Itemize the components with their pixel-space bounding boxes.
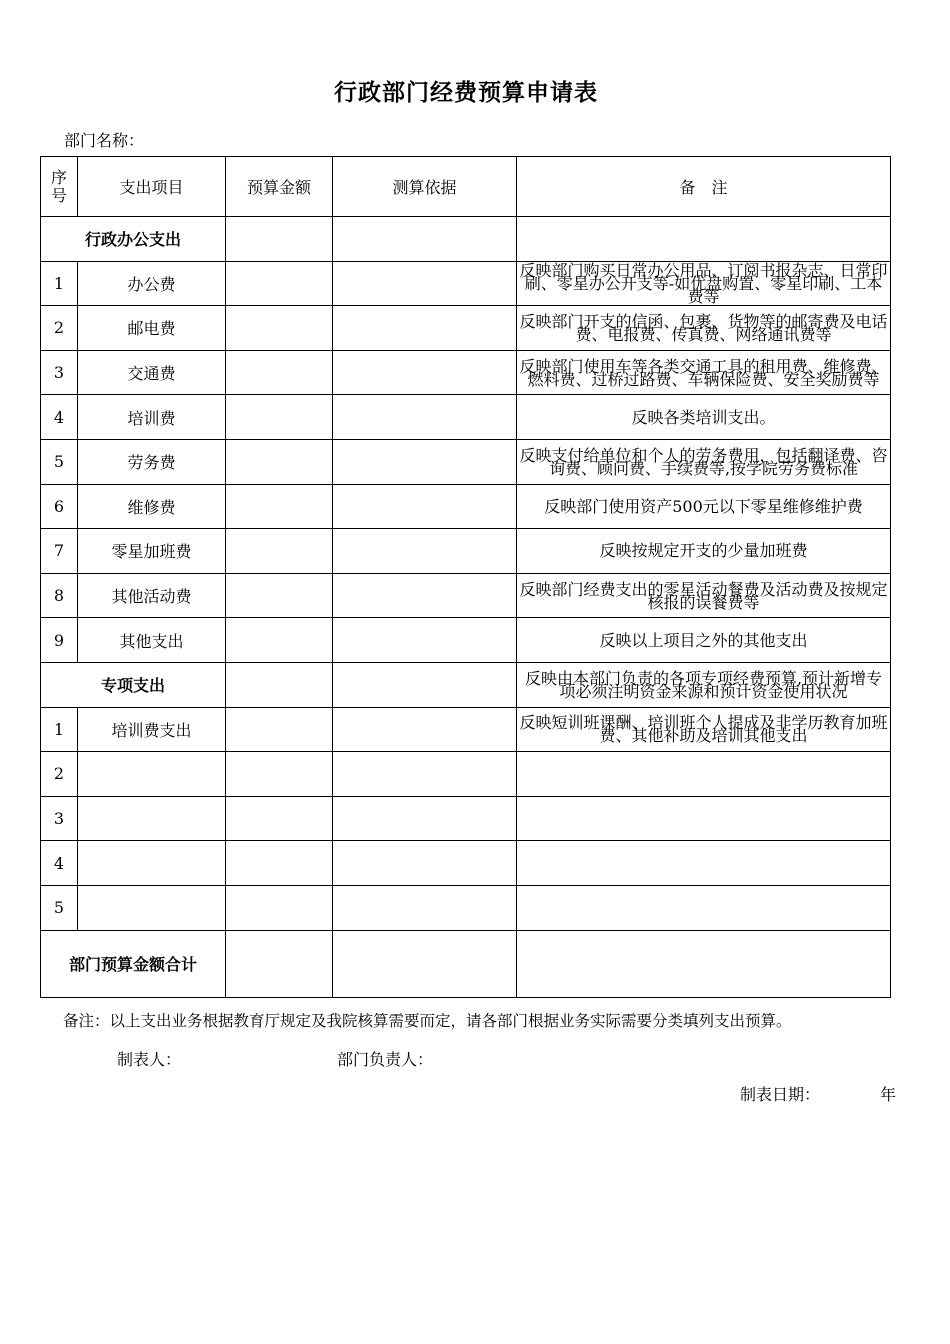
table-row <box>41 261 891 306</box>
remarks-cell: 反映部门使用车等各类交通工具的租用费、维修费、燃料费、过桥过路费、车辆保险费、安全奖励费等 <box>517 350 891 395</box>
row-item: 劳务费 <box>78 439 226 484</box>
amount-cell[interactable] <box>226 662 333 707</box>
basis-cell[interactable] <box>333 350 517 395</box>
remarks-cell: 反映由本部门负责的各项专项经费预算,预计新增专项必须注明资金来源和预计资金使用状况 <box>517 662 891 707</box>
row-item <box>78 796 226 841</box>
section-title: 专项支出 <box>41 662 226 707</box>
row-seq: 3 <box>41 796 78 841</box>
footnote: 备注：以上支出业务根据教育厅规定及我院核算需要而定，请各部门根据业务实际需要分类填列支出预算。 <box>63 1012 792 1030</box>
basis-cell[interactable] <box>333 439 517 484</box>
amount-cell[interactable] <box>226 306 333 351</box>
amount-cell[interactable] <box>226 841 333 886</box>
row-item <box>78 752 226 797</box>
remarks-cell: 反映按规定开支的少量加班费 <box>517 529 891 574</box>
amount-cell[interactable] <box>226 217 333 262</box>
table-row <box>41 618 891 663</box>
basis-cell[interactable] <box>333 217 517 262</box>
remarks-cell: 反映支付给单位和个人的劳务费用，包括翻译费、咨询费、顾问费、手续费等,按学院劳务费标准 <box>517 439 891 484</box>
total-amount-cell[interactable] <box>226 930 333 997</box>
amount-cell[interactable] <box>226 752 333 797</box>
total-label: 部门预算金额合计 <box>41 930 226 997</box>
basis-cell[interactable] <box>333 662 517 707</box>
section-row <box>41 662 891 707</box>
header-basis: 测算依据 <box>333 157 517 217</box>
row-seq: 4 <box>41 841 78 886</box>
remarks-cell: 反映部门经费支出的零星活动餐费及活动费及按规定核报的误餐费等 <box>517 573 891 618</box>
maker-label: 制表人： <box>117 1050 182 1069</box>
total-remarks-cell <box>517 930 891 997</box>
row-item: 培训费 <box>78 395 226 440</box>
row-seq: 2 <box>41 306 78 351</box>
basis-cell[interactable] <box>333 261 517 306</box>
table-row <box>41 796 891 841</box>
header-seq: 序 号 <box>41 157 78 217</box>
row-seq: 5 <box>41 885 78 930</box>
row-seq: 6 <box>41 484 78 529</box>
row-item <box>78 885 226 930</box>
row-item: 零星加班费 <box>78 529 226 574</box>
basis-cell[interactable] <box>333 484 517 529</box>
table-row <box>41 752 891 797</box>
date-year: 年 <box>880 1085 897 1104</box>
row-item: 办公费 <box>78 261 226 306</box>
department-head-label: 部门负责人： <box>337 1050 434 1069</box>
total-basis-cell[interactable] <box>333 930 517 997</box>
row-seq: 4 <box>41 395 78 440</box>
table-row <box>41 306 891 351</box>
table-row <box>41 350 891 395</box>
header-remarks: 备 注 <box>517 157 891 217</box>
row-item: 维修费 <box>78 484 226 529</box>
basis-cell[interactable] <box>333 796 517 841</box>
row-seq: 3 <box>41 350 78 395</box>
table-row <box>41 529 891 574</box>
remarks-cell: 反映部门购买日常办公用品、订阅书报杂志、日常印刷、零星办公开支等-如优盘购置、零星印刷、工本费等 <box>517 261 891 306</box>
amount-cell[interactable] <box>226 484 333 529</box>
remarks-cell <box>517 885 891 930</box>
date-label: 制表日期： <box>740 1085 821 1104</box>
basis-cell[interactable] <box>333 395 517 440</box>
table-row <box>41 395 891 440</box>
department-name-label: 部门名称： <box>64 131 145 150</box>
remarks-cell <box>517 217 891 262</box>
table-row <box>41 707 891 752</box>
amount-cell[interactable] <box>226 707 333 752</box>
remarks-cell: 反映各类培训支出。 <box>517 395 891 440</box>
row-item <box>78 841 226 886</box>
row-item: 其他活动费 <box>78 573 226 618</box>
row-seq: 5 <box>41 439 78 484</box>
row-item: 其他支出 <box>78 618 226 663</box>
row-seq: 9 <box>41 618 78 663</box>
row-seq: 8 <box>41 573 78 618</box>
amount-cell[interactable] <box>226 885 333 930</box>
table-row <box>41 885 891 930</box>
amount-cell[interactable] <box>226 573 333 618</box>
amount-cell[interactable] <box>226 261 333 306</box>
header-item: 支出项目 <box>78 157 226 217</box>
remarks-cell <box>517 752 891 797</box>
remarks-cell: 反映部门使用资产500元以下零星维修维护费 <box>517 484 891 529</box>
section-row <box>41 217 891 262</box>
row-seq: 7 <box>41 529 78 574</box>
row-seq: 2 <box>41 752 78 797</box>
remarks-cell <box>517 841 891 886</box>
table-row <box>41 841 891 886</box>
basis-cell[interactable] <box>333 306 517 351</box>
basis-cell[interactable] <box>333 841 517 886</box>
basis-cell[interactable] <box>333 752 517 797</box>
remarks-cell <box>517 796 891 841</box>
amount-cell[interactable] <box>226 796 333 841</box>
row-item: 交通费 <box>78 350 226 395</box>
header-row <box>41 157 891 217</box>
header-amount: 预算金额 <box>226 157 333 217</box>
remarks-cell: 反映以上项目之外的其他支出 <box>517 618 891 663</box>
table-row <box>41 439 891 484</box>
remarks-cell: 反映部门开支的信函、包裹、货物等的邮寄费及电话费、电报费、传真费、网络通讯费等 <box>517 306 891 351</box>
table-row <box>41 573 891 618</box>
total-row <box>41 930 891 997</box>
basis-cell[interactable] <box>333 573 517 618</box>
amount-cell[interactable] <box>226 529 333 574</box>
section-title: 行政办公支出 <box>41 217 226 262</box>
basis-cell[interactable] <box>333 885 517 930</box>
amount-cell[interactable] <box>226 395 333 440</box>
amount-cell[interactable] <box>226 439 333 484</box>
basis-cell[interactable] <box>333 529 517 574</box>
form-title: 行政部门经费预算申请表 <box>334 80 598 106</box>
row-seq: 1 <box>41 261 78 306</box>
row-seq: 1 <box>41 707 78 752</box>
remarks-cell: 反映短训班课酬、培训班个人提成及非学历教育加班费、其他补助及培训其他支出 <box>517 707 891 752</box>
row-item: 邮电费 <box>78 306 226 351</box>
amount-cell[interactable] <box>226 350 333 395</box>
budget-table <box>40 156 891 998</box>
basis-cell[interactable] <box>333 618 517 663</box>
table-row <box>41 484 891 529</box>
row-item: 培训费支出 <box>78 707 226 752</box>
basis-cell[interactable] <box>333 707 517 752</box>
amount-cell[interactable] <box>226 618 333 663</box>
